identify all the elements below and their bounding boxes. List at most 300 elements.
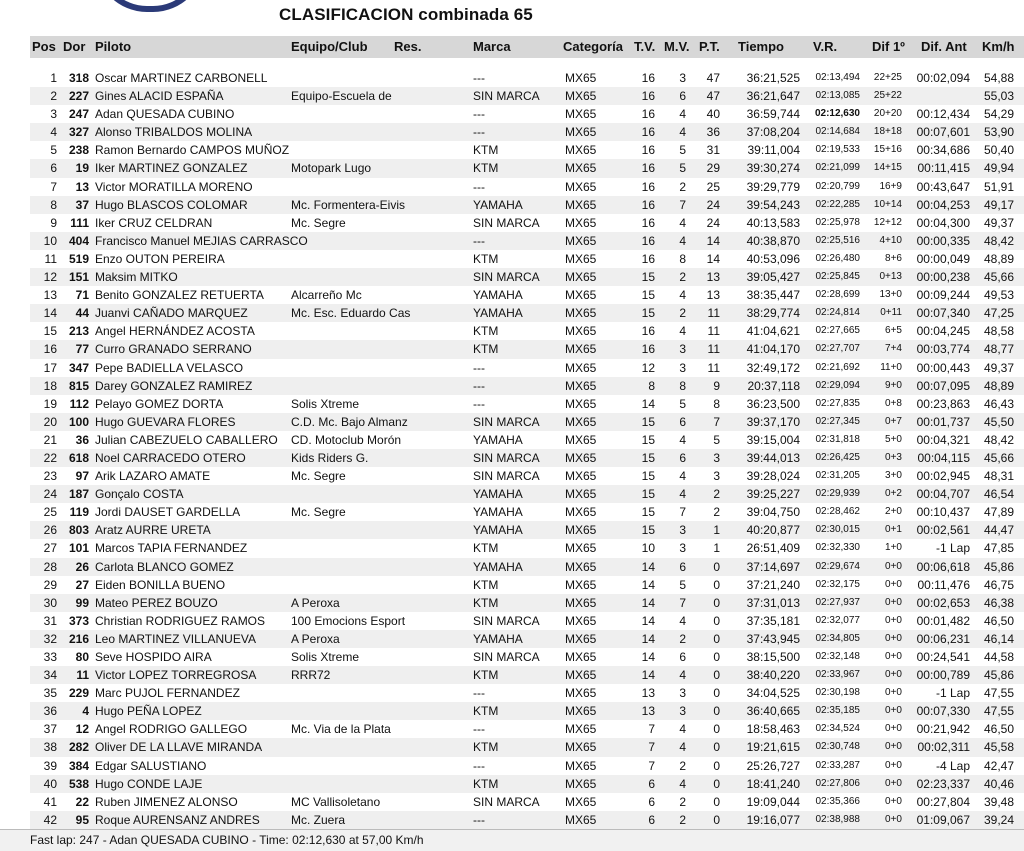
- table-row: [30, 214, 1024, 232]
- cell-pt: 13: [706, 270, 720, 285]
- cell-piloto: Seve HOSPIDO AIRA: [95, 650, 212, 664]
- cell-dor: 101: [68, 541, 89, 556]
- cell-mv: 8: [679, 251, 686, 266]
- cell-difant: 00:04,115: [917, 450, 970, 465]
- cell-vr: 02:31,818: [815, 433, 860, 445]
- cell-pos: 37: [43, 722, 57, 737]
- cell-equipo: Solis Xtreme: [291, 650, 360, 664]
- cell-kmh: 47,55: [983, 686, 1014, 701]
- table-row: [30, 793, 1024, 811]
- cell-mv: 6: [679, 559, 686, 574]
- cell-dor: 111: [70, 215, 89, 230]
- cell-pos: 1: [50, 71, 57, 85]
- cell-piloto: Hugo PEÑA LOPEZ: [95, 704, 202, 719]
- table-row: [30, 757, 1024, 775]
- table-row: [30, 87, 1024, 105]
- cell-difant: 00:02,311: [917, 740, 970, 755]
- cell-difant: 00:03,774: [916, 342, 970, 357]
- cell-tv: 15: [641, 270, 655, 285]
- cell-kmh: 39,24: [983, 812, 1014, 827]
- table-row: [30, 594, 1024, 612]
- cell-kmh: 50,40: [983, 143, 1014, 158]
- cell-dor: 119: [69, 505, 89, 520]
- cell-vr: 02:38,988: [815, 813, 860, 825]
- organizer-logo: [95, 0, 205, 12]
- cell-tv: 14: [641, 396, 655, 411]
- cell-categoria: MX65: [565, 722, 597, 737]
- cell-tiempo: 39:15,004: [746, 432, 800, 447]
- cell-marca: YAMAHA: [473, 306, 523, 321]
- cell-pos: 22: [43, 450, 57, 465]
- cell-pt: 0: [713, 613, 720, 628]
- cell-pt: 36: [706, 125, 720, 140]
- col-dor: Dor: [63, 39, 86, 54]
- cell-equipo: MC Vallisoletano: [291, 794, 381, 809]
- cell-tv: 15: [641, 450, 655, 465]
- cell-dor: 80: [75, 650, 89, 664]
- cell-marca: ---: [473, 396, 485, 411]
- cell-vr: 02:27,835: [815, 397, 860, 409]
- table-row: [30, 576, 1024, 594]
- cell-tv: 14: [641, 577, 655, 592]
- cell-pos: 6: [50, 161, 57, 176]
- cell-mv: 4: [679, 432, 686, 447]
- cell-tv: 14: [641, 595, 655, 610]
- cell-categoria: MX65: [565, 704, 597, 719]
- cell-mv: 7: [679, 505, 686, 520]
- cell-categoria: MX65: [565, 270, 597, 285]
- cell-piloto: Gonçalo COSTA: [95, 487, 184, 502]
- cell-difant: 00:34,686: [916, 143, 970, 158]
- cell-tiempo: 39:28,024: [746, 469, 800, 484]
- cell-dor: 27: [75, 577, 89, 592]
- cell-piloto: Ruben JIMENEZ ALONSO: [95, 794, 238, 809]
- cell-categoria: MX65: [565, 487, 597, 502]
- cell-pt: 24: [706, 215, 720, 230]
- cell-kmh: 49,37: [983, 215, 1014, 230]
- cell-dif1: 2+0: [885, 506, 902, 518]
- cell-dor: 22: [75, 794, 89, 809]
- cell-mv: 7: [679, 197, 686, 212]
- cell-tiempo: 41:04,621: [746, 324, 800, 339]
- table-row: [30, 666, 1024, 684]
- cell-marca: KTM: [473, 704, 499, 719]
- cell-tiempo: 40:13,583: [746, 215, 800, 230]
- cell-tv: 13: [641, 686, 655, 701]
- cell-kmh: 48,89: [983, 251, 1014, 266]
- cell-dif1: 16+9: [879, 180, 902, 192]
- cell-vr: 02:35,185: [815, 705, 860, 717]
- cell-dif1: 0+0: [885, 596, 902, 608]
- col-dif1: Dif 1º: [872, 39, 905, 54]
- cell-piloto: Maksim MITKO: [95, 270, 178, 285]
- cell-dor: 238: [68, 143, 89, 158]
- col-marca: Marca: [473, 39, 511, 54]
- cell-tiempo: 39:11,004: [747, 143, 800, 158]
- cell-tv: 16: [641, 215, 655, 230]
- cell-mv: 4: [679, 776, 686, 791]
- cell-tiempo: 36:59,744: [746, 107, 800, 122]
- cell-marca: YAMAHA: [473, 523, 523, 538]
- cell-pos: 29: [43, 577, 57, 592]
- cell-pos: 13: [43, 288, 57, 303]
- cell-kmh: 48,77: [983, 342, 1014, 357]
- cell-vr: 02:33,287: [815, 759, 860, 771]
- cell-mv: 3: [679, 342, 686, 357]
- cell-kmh: 46,50: [983, 613, 1014, 628]
- cell-piloto: Gines ALACID ESPAÑA: [95, 89, 224, 104]
- cell-marca: SIN MARCA: [473, 650, 540, 664]
- cell-dif1: 0+13: [879, 271, 902, 283]
- cell-categoria: MX65: [565, 107, 597, 122]
- cell-mv: 6: [679, 414, 686, 429]
- table-row: [30, 395, 1024, 413]
- cell-equipo: RRR72: [291, 668, 331, 683]
- cell-pt: 8: [713, 396, 720, 411]
- table-row: [30, 286, 1024, 304]
- fast-lap-text: Fast lap: 247 - Adan QUESADA CUBINO - Time: 02:12,630 at 57,00 Km/h: [30, 833, 424, 847]
- cell-mv: 4: [679, 324, 686, 339]
- table-row: [30, 485, 1024, 503]
- cell-tv: 16: [641, 324, 655, 339]
- cell-tiempo: 37:31,013: [746, 595, 800, 610]
- cell-mv: 2: [679, 270, 686, 285]
- cell-tiempo: 19:21,615: [746, 740, 800, 755]
- table-row: [30, 648, 1024, 666]
- cell-piloto: Alonso TRIBALDOS MOLINA: [95, 125, 253, 140]
- cell-categoria: MX65: [565, 125, 597, 140]
- cell-pos: 30: [43, 595, 57, 610]
- cell-vr: 02:34,524: [815, 723, 860, 735]
- cell-kmh: 48,58: [983, 324, 1014, 339]
- cell-dif1: 5+0: [885, 433, 902, 445]
- cell-pos: 21: [43, 432, 57, 447]
- table-row: [30, 196, 1024, 214]
- cell-equipo: Solis Xtreme: [291, 396, 360, 411]
- cell-kmh: 47,25: [983, 306, 1014, 321]
- cell-kmh: 46,14: [983, 631, 1014, 646]
- cell-tv: 13: [641, 704, 655, 719]
- cell-dif1: 0+1: [885, 524, 902, 536]
- cell-dif1: 0+0: [885, 705, 902, 717]
- cell-piloto: Benito GONZALEZ RETUERTA: [95, 288, 264, 303]
- cell-categoria: MX65: [565, 378, 597, 393]
- cell-difant: 00:02,653: [916, 595, 970, 610]
- cell-kmh: 48,31: [983, 469, 1014, 484]
- cell-equipo: Motopark Lugo: [291, 161, 372, 176]
- cell-pt: 47: [706, 89, 720, 104]
- cell-mv: 2: [679, 812, 686, 827]
- cell-tv: 6: [648, 794, 655, 809]
- cell-equipo: Mc. Esc. Eduardo Cas: [291, 306, 411, 321]
- col-pos: Pos: [32, 39, 56, 54]
- table-row: [30, 775, 1024, 793]
- cell-piloto: Angel RODRIGO GALLEGO: [95, 722, 248, 737]
- cell-piloto: Hugo GUEVARA FLORES: [95, 414, 236, 429]
- cell-kmh: 45,50: [983, 414, 1014, 429]
- cell-kmh: 49,94: [983, 161, 1014, 176]
- cell-categoria: MX65: [565, 812, 597, 827]
- cell-mv: 2: [679, 631, 686, 646]
- cell-pos: 7: [50, 179, 57, 194]
- cell-marca: KTM: [473, 541, 499, 556]
- table-row: [30, 630, 1024, 648]
- cell-categoria: MX65: [565, 505, 597, 520]
- cell-vr: 02:30,198: [815, 687, 860, 699]
- cell-difant: 00:07,340: [916, 306, 970, 321]
- cell-categoria: MX65: [565, 559, 597, 574]
- col-res: Res.: [394, 39, 422, 54]
- cell-piloto: Edgar SALUSTIANO: [95, 758, 207, 773]
- cell-dif1: 10+14: [873, 198, 902, 210]
- cell-vr: 02:31,205: [815, 470, 860, 482]
- cell-tv: 14: [641, 559, 655, 574]
- cell-pt: 9: [713, 378, 720, 393]
- cell-pos: 9: [50, 215, 57, 230]
- cell-kmh: 49,37: [983, 360, 1014, 375]
- cell-piloto: Victor MORATILLA MORENO: [95, 179, 253, 194]
- cell-categoria: MX65: [565, 143, 597, 158]
- cell-pt: 3: [713, 450, 720, 465]
- table-row: [30, 123, 1024, 141]
- table-row: [30, 503, 1024, 521]
- cell-difant: 00:04,253: [916, 197, 970, 212]
- cell-difant: 00:27,804: [916, 794, 970, 809]
- cell-tiempo: 25:26,727: [746, 758, 800, 773]
- cell-tiempo: 38:15,500: [746, 650, 800, 664]
- cell-dif1: 0+8: [885, 397, 902, 409]
- cell-dif1: 0+0: [885, 560, 902, 572]
- col-piloto: Piloto: [95, 39, 132, 54]
- cell-dor: 100: [68, 414, 89, 429]
- cell-pos: 33: [43, 650, 57, 664]
- cell-equipo: Mc. Zuera: [291, 812, 346, 827]
- cell-tv: 14: [641, 668, 655, 683]
- cell-mv: 2: [679, 794, 686, 809]
- cell-dor: 112: [69, 396, 89, 411]
- cell-marca: ---: [473, 812, 485, 827]
- cell-difant: 02:23,337: [916, 776, 970, 791]
- cell-marca: ---: [473, 378, 485, 393]
- cell-difant: 00:00,049: [916, 251, 970, 266]
- cell-dor: 373: [68, 613, 89, 628]
- cell-kmh: 53,90: [983, 125, 1014, 140]
- cell-mv: 2: [679, 179, 686, 194]
- cell-dif1: 3+0: [885, 470, 902, 482]
- cell-marca: SIN MARCA: [473, 89, 540, 104]
- cell-tiempo: 38:35,447: [746, 288, 800, 303]
- cell-difant: 00:07,095: [916, 378, 970, 393]
- cell-marca: SIN MARCA: [473, 414, 540, 429]
- cell-tv: 14: [641, 613, 655, 628]
- table-row: [30, 105, 1024, 123]
- cell-dif1: 9+0: [885, 379, 902, 391]
- cell-dor: 19: [75, 161, 89, 176]
- cell-vr: 02:27,707: [815, 343, 860, 355]
- cell-tv: 12: [641, 360, 655, 375]
- cell-pt: 29: [706, 161, 720, 176]
- col-difant: Dif. Ant: [921, 39, 967, 54]
- cell-piloto: Hugo BLASCOS COLOMAR: [95, 197, 248, 212]
- cell-categoria: MX65: [565, 776, 597, 791]
- cell-mv: 4: [679, 469, 686, 484]
- cell-tv: 14: [641, 650, 655, 664]
- cell-mv: 3: [679, 360, 686, 375]
- cell-dor: 229: [68, 686, 89, 701]
- cell-dor: 77: [75, 342, 89, 357]
- cell-vr: 02:35,366: [815, 795, 860, 807]
- cell-vr: 02:25,845: [815, 271, 860, 283]
- cell-pt: 11: [707, 324, 720, 339]
- table-row: [30, 250, 1024, 268]
- cell-dor: 538: [68, 776, 89, 791]
- cell-tv: 8: [648, 378, 655, 393]
- cell-dor: 247: [68, 107, 89, 122]
- cell-piloto: Francisco Manuel MEJIAS CARRASCO: [95, 233, 308, 248]
- cell-dor: 26: [75, 559, 89, 574]
- cell-dif1: 0+0: [885, 741, 902, 753]
- cell-tiempo: 36:21,647: [746, 89, 800, 104]
- cell-vr: 02:27,937: [815, 596, 860, 608]
- cell-marca: SIN MARCA: [473, 613, 540, 628]
- cell-tv: 16: [641, 251, 655, 266]
- cell-dif1: 14+15: [873, 162, 902, 174]
- cell-vr: 02:26,480: [815, 252, 860, 264]
- cell-vr: 02:30,748: [815, 741, 860, 753]
- cell-dor: 216: [68, 631, 89, 646]
- cell-piloto: Eiden BONILLA BUENO: [95, 577, 226, 592]
- cell-marca: ---: [473, 758, 485, 773]
- cell-pt: 0: [713, 812, 720, 827]
- cell-mv: 3: [679, 541, 686, 556]
- cell-mv: 3: [679, 704, 686, 719]
- cell-difant: 00:04,321: [916, 432, 970, 447]
- table-row: [30, 811, 1024, 829]
- cell-marca: SIN MARCA: [473, 450, 540, 465]
- cell-dif1: 0+0: [885, 759, 902, 771]
- cell-equipo: A Peroxa: [291, 631, 340, 646]
- cell-dor: 327: [68, 125, 89, 140]
- cell-equipo: Alcarreño Mc: [291, 288, 362, 303]
- cell-tiempo: 40:20,877: [746, 523, 800, 538]
- cell-pt: 1: [713, 541, 720, 556]
- cell-dor: 618: [68, 450, 89, 465]
- cell-tiempo: 40:53,096: [746, 251, 800, 266]
- cell-pt: 0: [713, 577, 720, 592]
- cell-kmh: 47,89: [983, 505, 1014, 520]
- cell-mv: 4: [679, 215, 686, 230]
- cell-piloto: Pepe BADIELLA VELASCO: [95, 360, 244, 375]
- cell-dor: 95: [75, 812, 89, 827]
- cell-piloto: Oliver DE LA LLAVE MIRANDA: [95, 740, 263, 755]
- cell-pt: 7: [713, 414, 720, 429]
- cell-dif1: 0+0: [885, 632, 902, 644]
- cell-difant: 00:21,942: [916, 722, 970, 737]
- table-row: [30, 377, 1024, 395]
- cell-dor: 815: [68, 378, 89, 393]
- cell-tv: 15: [641, 306, 655, 321]
- cell-difant: 00:24,541: [916, 650, 970, 664]
- cell-piloto: Oscar MARTINEZ CARBONELL: [95, 71, 268, 85]
- cell-marca: KTM: [473, 595, 499, 610]
- cell-difant: 00:43,647: [916, 179, 970, 194]
- cell-difant: 00:06,618: [916, 559, 970, 574]
- cell-pt: 13: [706, 288, 720, 303]
- cell-categoria: MX65: [565, 89, 597, 104]
- cell-dif1: 0+0: [885, 795, 902, 807]
- cell-tiempo: 36:21,525: [746, 71, 800, 85]
- table-row: [30, 431, 1024, 449]
- table-row: [30, 69, 1024, 87]
- cell-equipo: Mc. Formentera-Eivis: [291, 197, 406, 212]
- cell-dor: 4: [82, 704, 89, 719]
- cell-equipo: A Peroxa: [291, 595, 340, 610]
- cell-difant: -1 Lap: [935, 541, 970, 556]
- cell-difant: 00:11,415: [917, 161, 970, 176]
- cell-tiempo: 18:58,463: [746, 722, 800, 737]
- cell-kmh: 45,66: [983, 270, 1014, 285]
- cell-pos: 35: [43, 686, 57, 701]
- cell-difant: 00:01,737: [916, 414, 970, 429]
- cell-vr: 02:34,805: [815, 632, 860, 644]
- cell-difant: -4 Lap: [935, 758, 970, 773]
- cell-pos: 31: [43, 613, 57, 628]
- cell-mv: 5: [679, 396, 686, 411]
- cell-categoria: MX65: [565, 469, 597, 484]
- cell-difant: 00:02,094: [916, 71, 970, 85]
- cell-mv: 4: [679, 722, 686, 737]
- cell-categoria: MX65: [565, 541, 597, 556]
- cell-piloto: Arik LAZARO AMATE: [95, 469, 211, 484]
- cell-pos: 36: [43, 704, 57, 719]
- cell-dor: 97: [75, 469, 89, 484]
- cell-marca: ---: [473, 125, 485, 140]
- cell-mv: 8: [679, 378, 686, 393]
- cell-categoria: MX65: [565, 342, 597, 357]
- cell-mv: 4: [679, 233, 686, 248]
- cell-dor: 11: [76, 668, 89, 683]
- cell-dor: 12: [75, 722, 89, 737]
- cell-marca: KTM: [473, 251, 499, 266]
- cell-pos: 41: [43, 794, 57, 809]
- cell-mv: 4: [679, 613, 686, 628]
- cell-vr: 02:12,630: [814, 108, 860, 120]
- cell-pos: 26: [43, 523, 57, 538]
- cell-pos: 3: [50, 107, 57, 122]
- cell-vr: 02:28,699: [815, 289, 860, 301]
- cell-mv: 6: [679, 450, 686, 465]
- cell-tiempo: 36:40,665: [746, 704, 800, 719]
- cell-piloto: Iker MARTINEZ GONZALEZ: [95, 161, 248, 176]
- cell-pos: 18: [43, 378, 57, 393]
- cell-tv: 16: [641, 342, 655, 357]
- cell-vr: 02:21,692: [815, 361, 860, 373]
- results-table: [30, 69, 1024, 829]
- cell-marca: KTM: [473, 740, 499, 755]
- cell-dor: 347: [68, 360, 89, 375]
- cell-kmh: 48,42: [983, 432, 1014, 447]
- cell-categoria: MX65: [565, 414, 597, 429]
- cell-marca: KTM: [473, 161, 499, 176]
- cell-kmh: 48,89: [983, 378, 1014, 393]
- cell-tv: 16: [641, 107, 655, 122]
- table-row: [30, 232, 1024, 250]
- cell-pt: 5: [713, 432, 720, 447]
- cell-pos: 27: [43, 541, 57, 556]
- cell-tiempo: 37:35,181: [746, 613, 800, 628]
- cell-dif1: 12+12: [873, 216, 902, 228]
- cell-pt: 2: [713, 505, 720, 520]
